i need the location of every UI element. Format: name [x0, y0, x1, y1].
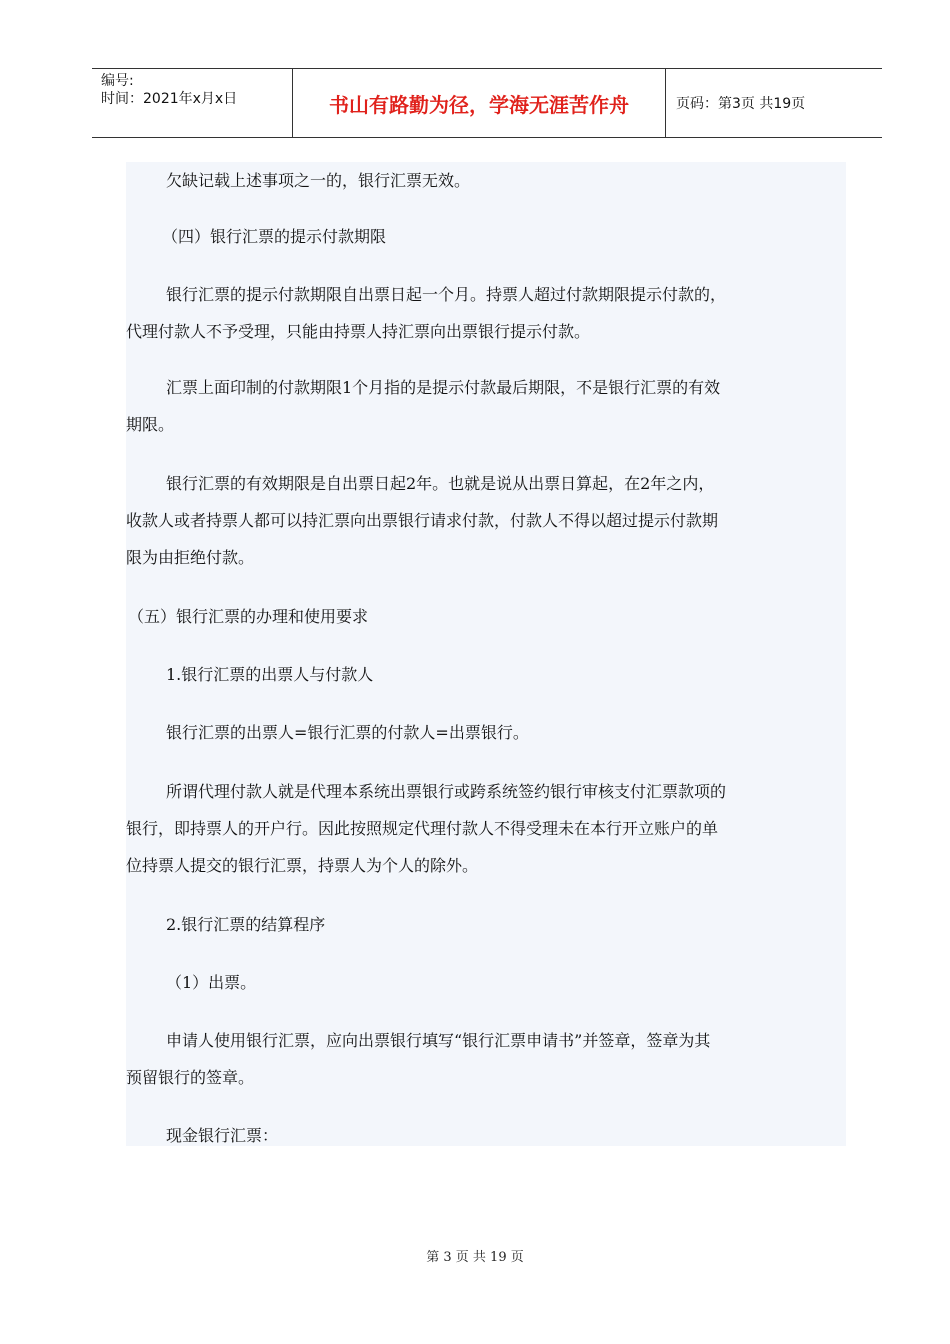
paragraph	[126, 162, 872, 199]
text-line: （1）出票。	[166, 973, 257, 992]
subsection-heading	[126, 964, 872, 1001]
text-line: 1.银行汇票的出票人与付款人	[166, 665, 374, 684]
text-line: 欠缺记载上述事项之一的，银行汇票无效。	[166, 171, 471, 190]
text-line: 现金银行汇票：	[166, 1126, 279, 1145]
text-line: 限为由拒绝付款。	[126, 548, 255, 567]
text-line: 汇票上面印制的付款期限1个月指的是提示付款最后期限，不是银行汇票的有效	[166, 378, 721, 397]
text-line: 预留银行的签章。	[126, 1068, 255, 1087]
paragraph	[126, 369, 832, 443]
paragraph	[126, 1022, 832, 1096]
paragraph	[126, 714, 872, 751]
header-page-info: 页码：第3页 共19页	[676, 96, 806, 112]
serial-label: 编号:	[101, 73, 134, 89]
text-line: 期限。	[126, 415, 175, 434]
text-line: 代理付款人不予受理，只能由持票人持汇票向出票银行提示付款。	[126, 322, 591, 341]
paragraph	[126, 1117, 872, 1154]
paragraph	[126, 276, 832, 350]
text-line: 银行汇票的出票人=银行汇票的付款人=出票银行。	[166, 723, 529, 742]
text-line: 银行汇票的有效期限是自出票日起2年。也就是说从出票日算起，在2年之内，	[166, 474, 715, 493]
header-motto: 书山有路勤为径，学海无涯苦作舟	[293, 69, 666, 137]
text-line: 银行，即持票人的开户行。因此按照规定代理付款人不得受理未在本行开立账户的单	[126, 819, 719, 838]
text-line: 所谓代理付款人就是代理本系统出票银行或跨系统签约银行审核支付汇票款项的	[166, 782, 727, 801]
time-label: 时间：2021年x月x日	[101, 91, 238, 107]
subsection-heading	[126, 906, 872, 943]
paragraph	[126, 773, 832, 884]
text-line: （四）银行汇票的提示付款期限	[162, 227, 387, 246]
text-line: （五）银行汇票的办理和使用要求	[128, 607, 369, 626]
text-line: 申请人使用银行汇票，应向出票银行填写“银行汇票申请书”并签章，签章为其	[166, 1031, 711, 1050]
page-header	[92, 68, 882, 138]
subsection-heading	[126, 656, 872, 693]
header-meta	[92, 69, 293, 137]
page-footer: 第 3 页 共 19 页	[426, 1250, 524, 1265]
paragraph	[126, 465, 832, 576]
text-line: 银行汇票的提示付款期限自出票日起一个月。持票人超过付款期限提示付款的，	[166, 285, 727, 304]
document-body	[126, 162, 846, 1146]
text-line: 收款人或者持票人都可以持汇票向出票银行请求付款，付款人不得以超过提示付款期	[126, 511, 719, 530]
section-heading	[126, 598, 834, 635]
section-heading	[126, 218, 868, 255]
text-line: 2.银行汇票的结算程序	[166, 915, 326, 934]
text-line: 位持票人提交的银行汇票，持票人为个人的除外。	[126, 856, 479, 875]
